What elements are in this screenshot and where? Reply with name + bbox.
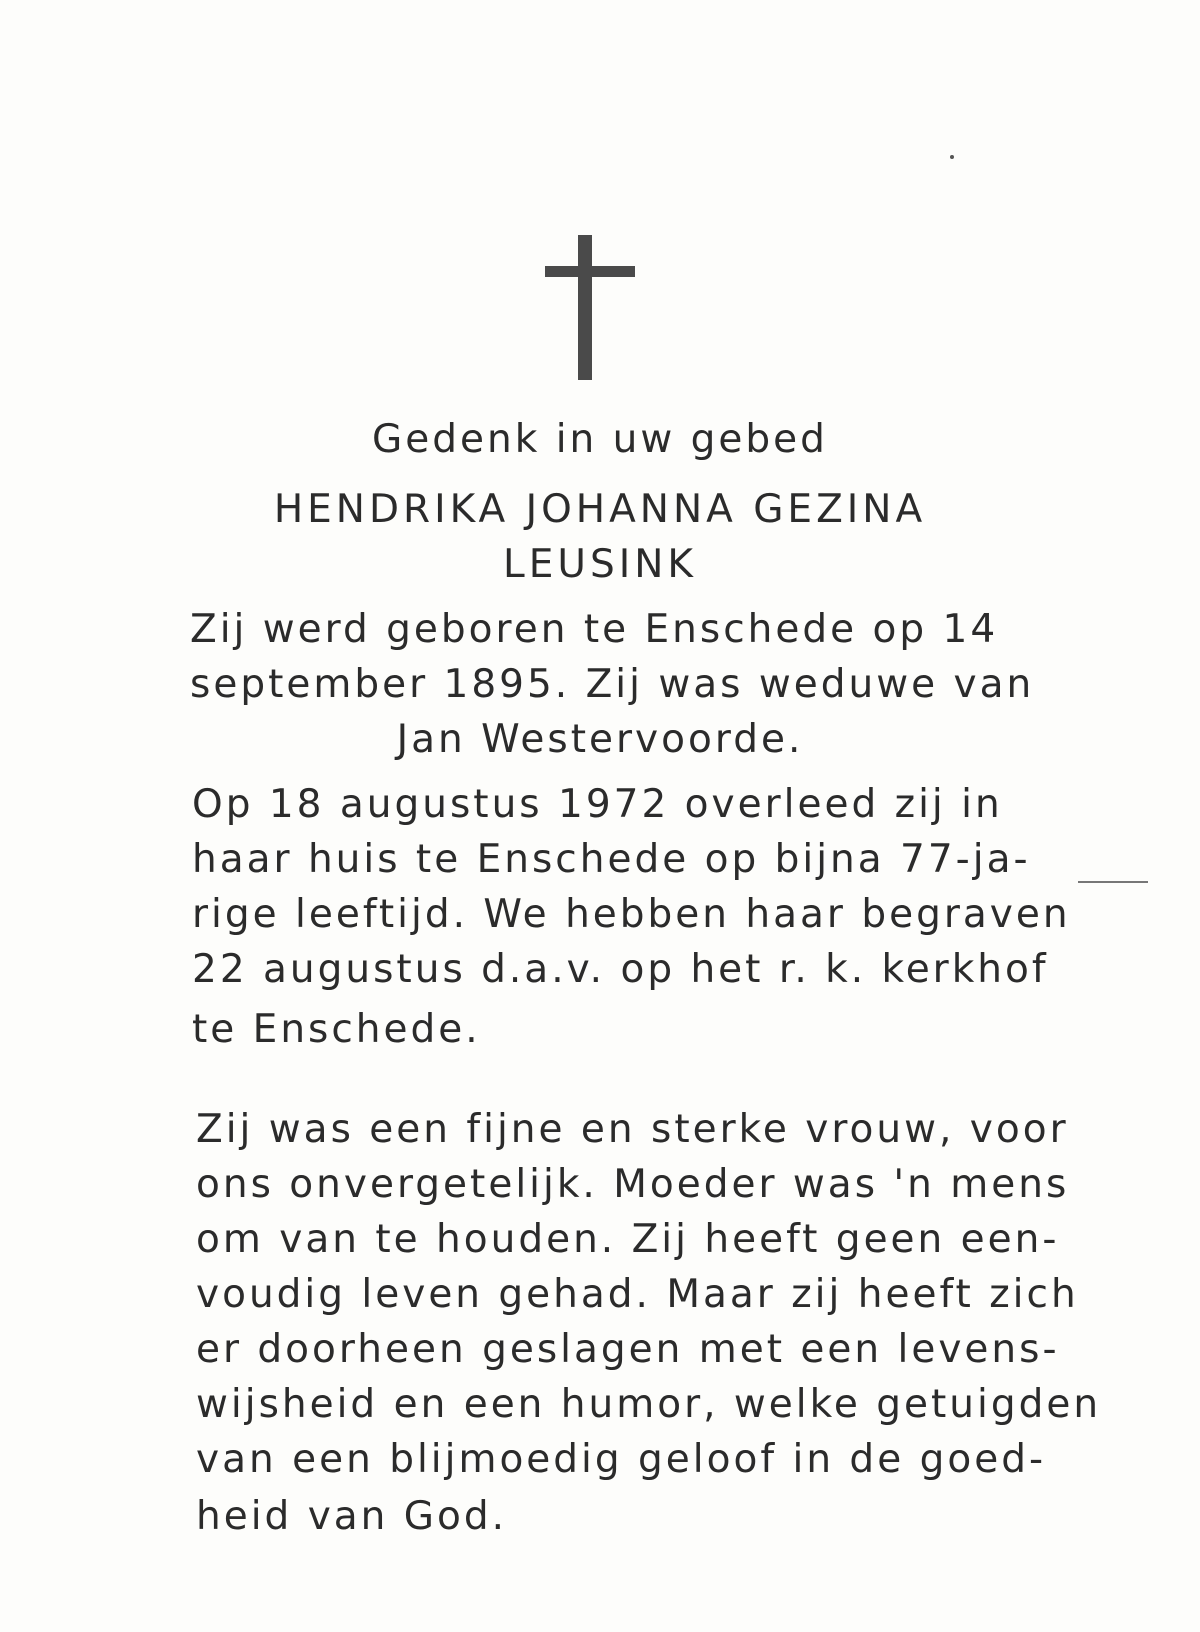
paragraph3-line: wijsheid en een humor, welke getuigden xyxy=(196,1382,1102,1427)
name-line-2: LEUSINK xyxy=(503,542,697,587)
paragraph2-line: haar huis te Enschede op bijna 77-ja- xyxy=(192,837,1031,882)
paragraph3-line: voudig leven gehad. Maar zij heeft zich xyxy=(196,1272,1079,1317)
paragraph3-line: om van te houden. Zij heeft geen een- xyxy=(196,1217,1060,1262)
name-line-1: HENDRIKA JOHANNA GEZINA xyxy=(273,487,927,532)
paragraph3-line: van een blijmoedig geloof in de goed- xyxy=(196,1437,1047,1482)
paragraph2-line: rige leeftijd. We hebben haar begraven xyxy=(192,892,1071,937)
cross-icon xyxy=(545,235,635,380)
paragraph1-line: Jan Westervoorde. xyxy=(396,717,804,762)
paragraph3-line: Zij was een fijne en sterke vrouw, voor xyxy=(196,1107,1069,1152)
paragraph2-line: 22 augustus d.a.v. op het r. k. kerkhof xyxy=(192,947,1049,992)
paragraph3-line: ons onvergetelijk. Moeder was 'n mens xyxy=(196,1162,1070,1207)
paragraph1-line: september 1895. Zij was weduwe van xyxy=(190,662,1035,707)
scratch-mark xyxy=(1078,881,1148,883)
heading: Gedenk in uw gebed xyxy=(372,417,828,462)
paragraph2-line: te Enschede. xyxy=(192,1007,481,1052)
paragraph2-line: Op 18 augustus 1972 overleed zij in xyxy=(192,782,1003,827)
paragraph3-line: heid van God. xyxy=(196,1494,508,1539)
speck-mark xyxy=(950,155,954,159)
paragraph3-line: er doorheen geslagen met een levens- xyxy=(196,1327,1060,1372)
paragraph1-line: Zij werd geboren te Enschede op 14 xyxy=(190,607,999,652)
